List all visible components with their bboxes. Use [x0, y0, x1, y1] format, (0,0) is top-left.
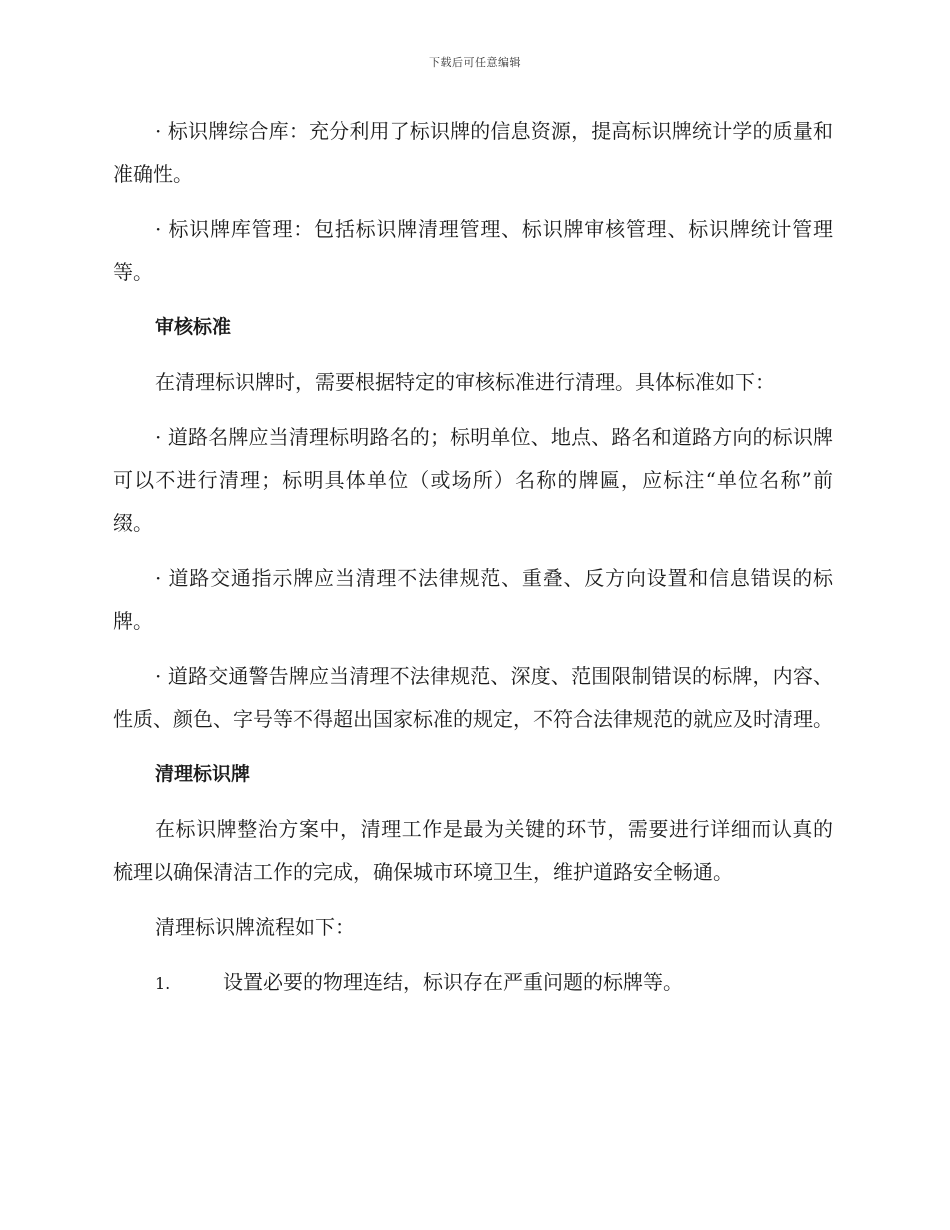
list-item-text: 设置必要的物理连结，标识存在严重问题的标牌等。 [223, 970, 683, 994]
paragraph-traffic-direction-signs: · 道路交通指示牌应当清理不法律规范、重叠、反方向设置和信息错误的标牌。 [113, 566, 833, 633]
paragraph-review-intro: 在清理标识牌时，需要根据特定的审核标准进行清理。具体标准如下： [155, 370, 775, 394]
list-item-number: 1. [155, 974, 171, 993]
paragraph-cleaning-importance: 在标识牌整治方案中，清理工作是最为关键的环节，需要进行详细而认真的梳理以确保清洁工作的完成，确保城市环境卫生，维护道路安全畅通。 [113, 817, 833, 884]
heading-review-standards: 审核标准 [155, 316, 232, 338]
paragraph-library-management: · 标识牌库管理：包括标识牌清理管理、标识牌审核管理、标识牌统计管理等。 [113, 217, 833, 284]
paragraph-road-name-signs: · 道路名牌应当清理标明路名的；标明单位、地点、路名和道路方向的标识牌可以不进行清理；标明具体单位（或场所）名称的牌匾，应标注“单位名称”前缀。 [113, 425, 833, 535]
page-header: 下载后可任意编辑 [429, 56, 521, 69]
paragraph-traffic-warning-signs: · 道路交通警告牌应当清理不法律规范、深度、范围限制错误的标牌，内容、性质、颜色、字号等不得超出国家标准的规定，不符合法律规范的就应及时清理。 [113, 664, 833, 731]
heading-clean-signs: 清理标识牌 [155, 763, 251, 785]
paragraph-cleaning-process-intro: 清理标识牌流程如下： [155, 915, 355, 939]
document-body [113, 110, 833, 1017]
paragraph-comprehensive-library: · 标识牌综合库：充分利用了标识牌的信息资源，提高标识牌统计学的质量和准确性。 [113, 119, 833, 186]
list-item [113, 961, 833, 1005]
